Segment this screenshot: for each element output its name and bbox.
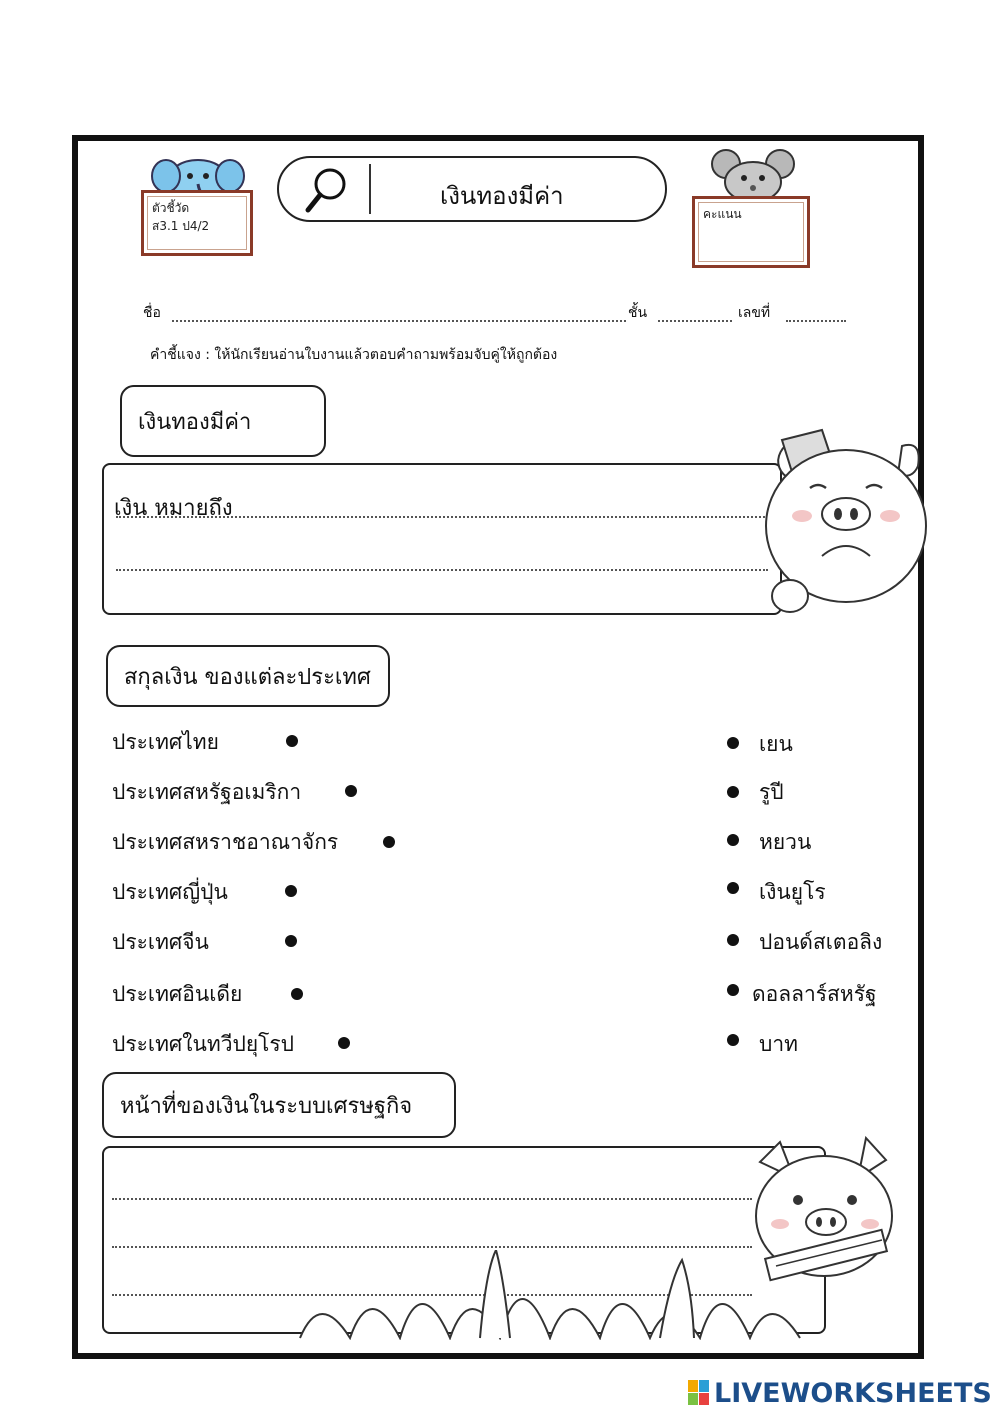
- name-label: ชื่อ: [143, 305, 161, 321]
- match-dot-left-3[interactable]: [383, 836, 395, 848]
- section3-heading: หน้าที่ของเงินในระบบเศรษฐกิจ: [102, 1072, 456, 1138]
- match-dot-left-1[interactable]: [286, 735, 298, 747]
- currency-baht: บาท: [759, 1032, 798, 1056]
- country-usa: ประเทศสหรัฐอเมริกา: [112, 780, 302, 804]
- answer-line-4[interactable]: [112, 1246, 752, 1248]
- indicator-sign: [141, 190, 253, 256]
- page-title: เงินทองมีค่า: [440, 182, 564, 210]
- section1-answer-box: [102, 463, 782, 615]
- section2-heading: สกุลเงิน ของแต่ละประเทศ: [106, 645, 390, 707]
- match-dot-right-2[interactable]: [727, 786, 739, 798]
- class-field[interactable]: [658, 320, 732, 322]
- currency-euro: เงินยูโร: [759, 880, 826, 904]
- number-label: เลขที่: [738, 305, 771, 321]
- match-dot-right-6[interactable]: [727, 984, 739, 996]
- country-china: ประเทศจีน: [112, 930, 209, 954]
- currency-pound: ปอนด์สเตอลิง: [759, 930, 883, 954]
- number-field[interactable]: [786, 320, 846, 322]
- title-divider: [369, 164, 371, 214]
- match-dot-left-2[interactable]: [345, 785, 357, 797]
- country-uk: ประเทศสหราชอาณาจักร: [112, 830, 339, 854]
- score-sign: [692, 196, 810, 268]
- section1-question: เงิน หมายถึง: [114, 496, 233, 521]
- indicator-code: ส3.1 ป4/2: [152, 219, 210, 233]
- answer-line-1[interactable]: [116, 516, 768, 518]
- currency-yen: เยน: [759, 732, 793, 756]
- country-india: ประเทศอินเดีย: [112, 982, 243, 1006]
- match-dot-left-6[interactable]: [291, 988, 303, 1000]
- brand-text: LIVEWORKSHEETS: [714, 1378, 992, 1409]
- section1-heading: เงินทองมีค่า: [120, 385, 326, 457]
- instruction-text: คำชี้แจง : ให้นักเรียนอ่านใบงานแล้วตอบคำถามพร้อมจับคู่ให้ถูกต้อง: [150, 347, 558, 363]
- country-japan: ประเทศญี่ปุ่น: [112, 880, 228, 904]
- currency-yuan: หยวน: [759, 830, 812, 854]
- liveworksheets-logo-icon: [688, 1380, 710, 1406]
- country-europe: ประเทศในทวีปยุโรป: [112, 1032, 295, 1056]
- match-dot-right-4[interactable]: [727, 882, 739, 894]
- name-field[interactable]: [172, 320, 626, 322]
- indicator-label: ตัวชี้วัด: [152, 201, 190, 215]
- class-label: ชั้น: [628, 305, 648, 321]
- match-dot-left-7[interactable]: [338, 1037, 350, 1049]
- match-dot-right-1[interactable]: [727, 737, 739, 749]
- magnifier-icon: [302, 164, 352, 216]
- pig-icon: [762, 426, 930, 626]
- currency-rupee: รูปี: [759, 780, 784, 804]
- match-dot-right-5[interactable]: [727, 934, 739, 946]
- answer-line-2[interactable]: [116, 569, 768, 571]
- match-dot-right-7[interactable]: [727, 1034, 739, 1046]
- answer-line-3[interactable]: [112, 1198, 752, 1200]
- currency-dollar: ดอลลาร์สหรัฐ: [752, 982, 877, 1006]
- match-dot-right-3[interactable]: [727, 834, 739, 846]
- mouse-icon: [708, 148, 798, 202]
- country-thailand: ประเทศไทย: [112, 730, 219, 754]
- match-dot-left-4[interactable]: [285, 885, 297, 897]
- plants-decoration: [290, 1250, 820, 1340]
- score-label: คะแนน: [703, 207, 742, 221]
- match-dot-left-5[interactable]: [285, 935, 297, 947]
- pig-pencil-icon: [746, 1132, 898, 1302]
